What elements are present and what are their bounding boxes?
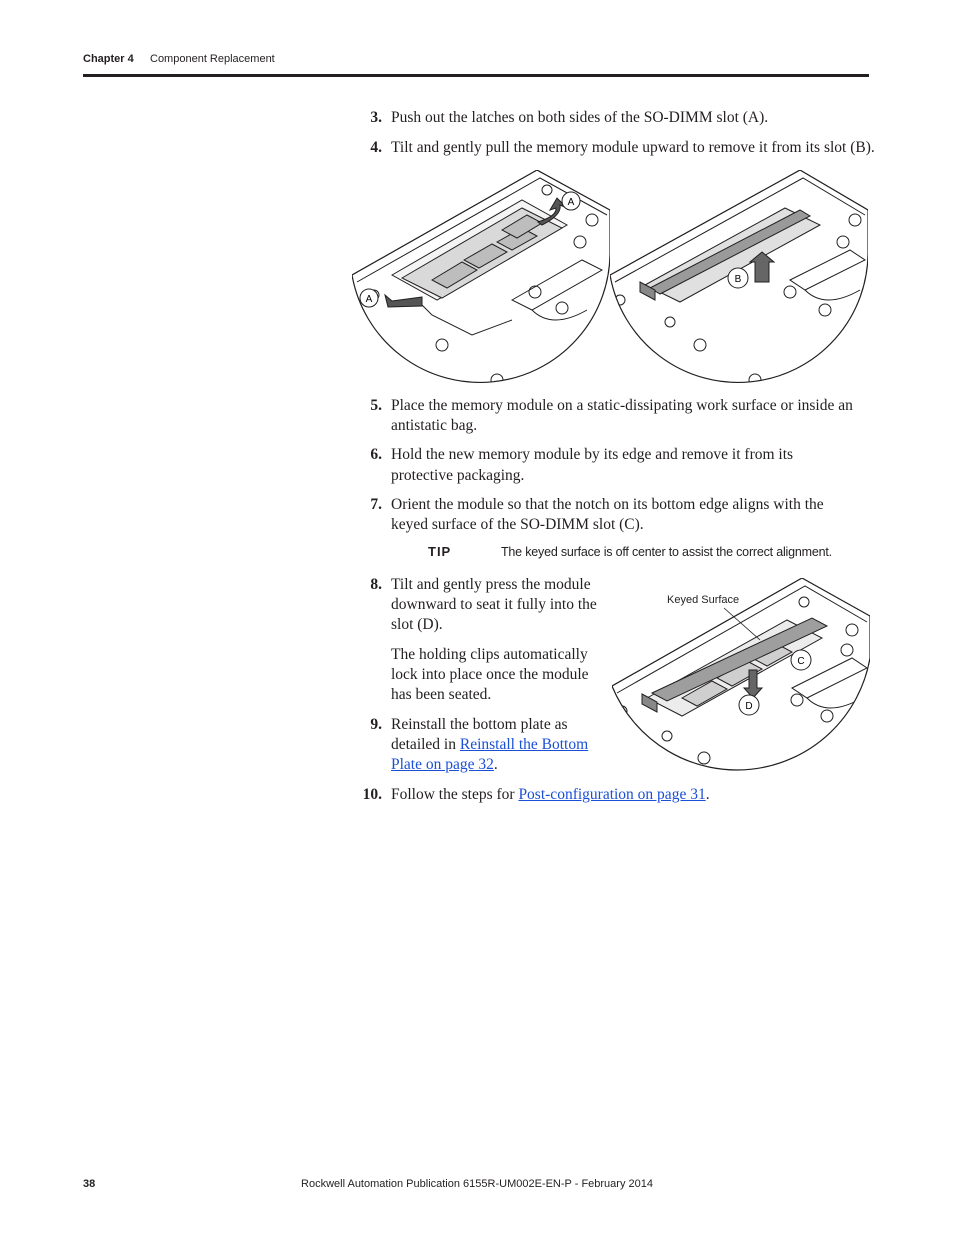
callout-b: B (734, 274, 742, 285)
page-number: 38 (83, 1178, 96, 1190)
figure-latch-removal (352, 170, 610, 385)
step-text-line1: Place the memory module on a static-dissipating work surface or inside an (391, 397, 853, 414)
figure-module-insert (612, 578, 870, 776)
step-number: 4. (370, 139, 382, 156)
figure-module-lift (610, 170, 868, 385)
step-5-text-line2: antistatic bag. (391, 417, 478, 434)
reinstall-bottom-plate-link[interactable]: Reinstall the Bottom (459, 736, 589, 753)
callout-d: D (745, 701, 753, 712)
step-7-text-line2: keyed surface of the SO-DIMM slot (C). (391, 516, 644, 533)
step-number: 9. (370, 716, 382, 733)
tip-text: The keyed surface is off center to assist the correct alignment. (501, 545, 832, 559)
step-9-prefix: detailed in (391, 736, 460, 753)
publication-footer: Rockwell Automation Publication 6155R-UM002E-EN-P - February 2014 (301, 1178, 653, 1190)
step-9-suffix: . (493, 756, 498, 773)
step-number: 8. (370, 576, 382, 593)
step-number: 3. (370, 109, 382, 126)
step-8-text-line3: slot (D). (391, 616, 443, 633)
step-number: 5. (370, 397, 382, 414)
step-text-line1: Tilt and gently press the module (391, 576, 591, 593)
step-number: 7. (370, 496, 382, 513)
post-configuration-link[interactable]: Post-configuration on page 31 (518, 786, 706, 803)
step-10-suffix: . (705, 786, 710, 803)
step-text (391, 785, 710, 805)
keyed-surface-label: Keyed Surface (667, 594, 740, 606)
header-rule (83, 74, 869, 77)
step-text-line1: Reinstall the bottom plate as (391, 716, 568, 733)
step-8-note-line2: lock into place once the module (391, 666, 589, 683)
step-8-note-line1: The holding clips automatically (391, 646, 588, 663)
reinstall-bottom-plate-link-cont[interactable]: Plate on page 32 (391, 756, 494, 773)
step-9-text-line3 (391, 755, 498, 775)
step-text: Push out the latches on both sides of the SO-DIMM slot (A). (391, 109, 769, 126)
step-6-text-line2: protective packaging. (391, 467, 525, 484)
callout-a-top: A (567, 197, 575, 208)
step-text-line1: Hold the new memory module by its edge and remove it from its (391, 446, 794, 463)
step-number: 10. (362, 786, 382, 803)
callout-a-left: A (365, 294, 373, 305)
chapter-label: Chapter 4 (83, 53, 134, 65)
step-10-prefix: Follow the steps for (391, 786, 519, 803)
step-8-note-line3: has been seated. (391, 686, 492, 703)
callout-c: C (797, 656, 805, 667)
step-9-text-line2 (391, 735, 588, 755)
step-text-line1: Orient the module so that the notch on its bottom edge aligns with the (391, 496, 824, 513)
running-header (83, 53, 275, 65)
section-label: Component Replacement (150, 53, 275, 65)
step-text: Tilt and gently pull the memory module upward to remove it from its slot (B). (391, 139, 875, 156)
tip-label: TIP (428, 544, 452, 559)
step-number: 6. (370, 446, 382, 463)
step-8-text-line2: downward to seat it fully into the (391, 596, 597, 613)
